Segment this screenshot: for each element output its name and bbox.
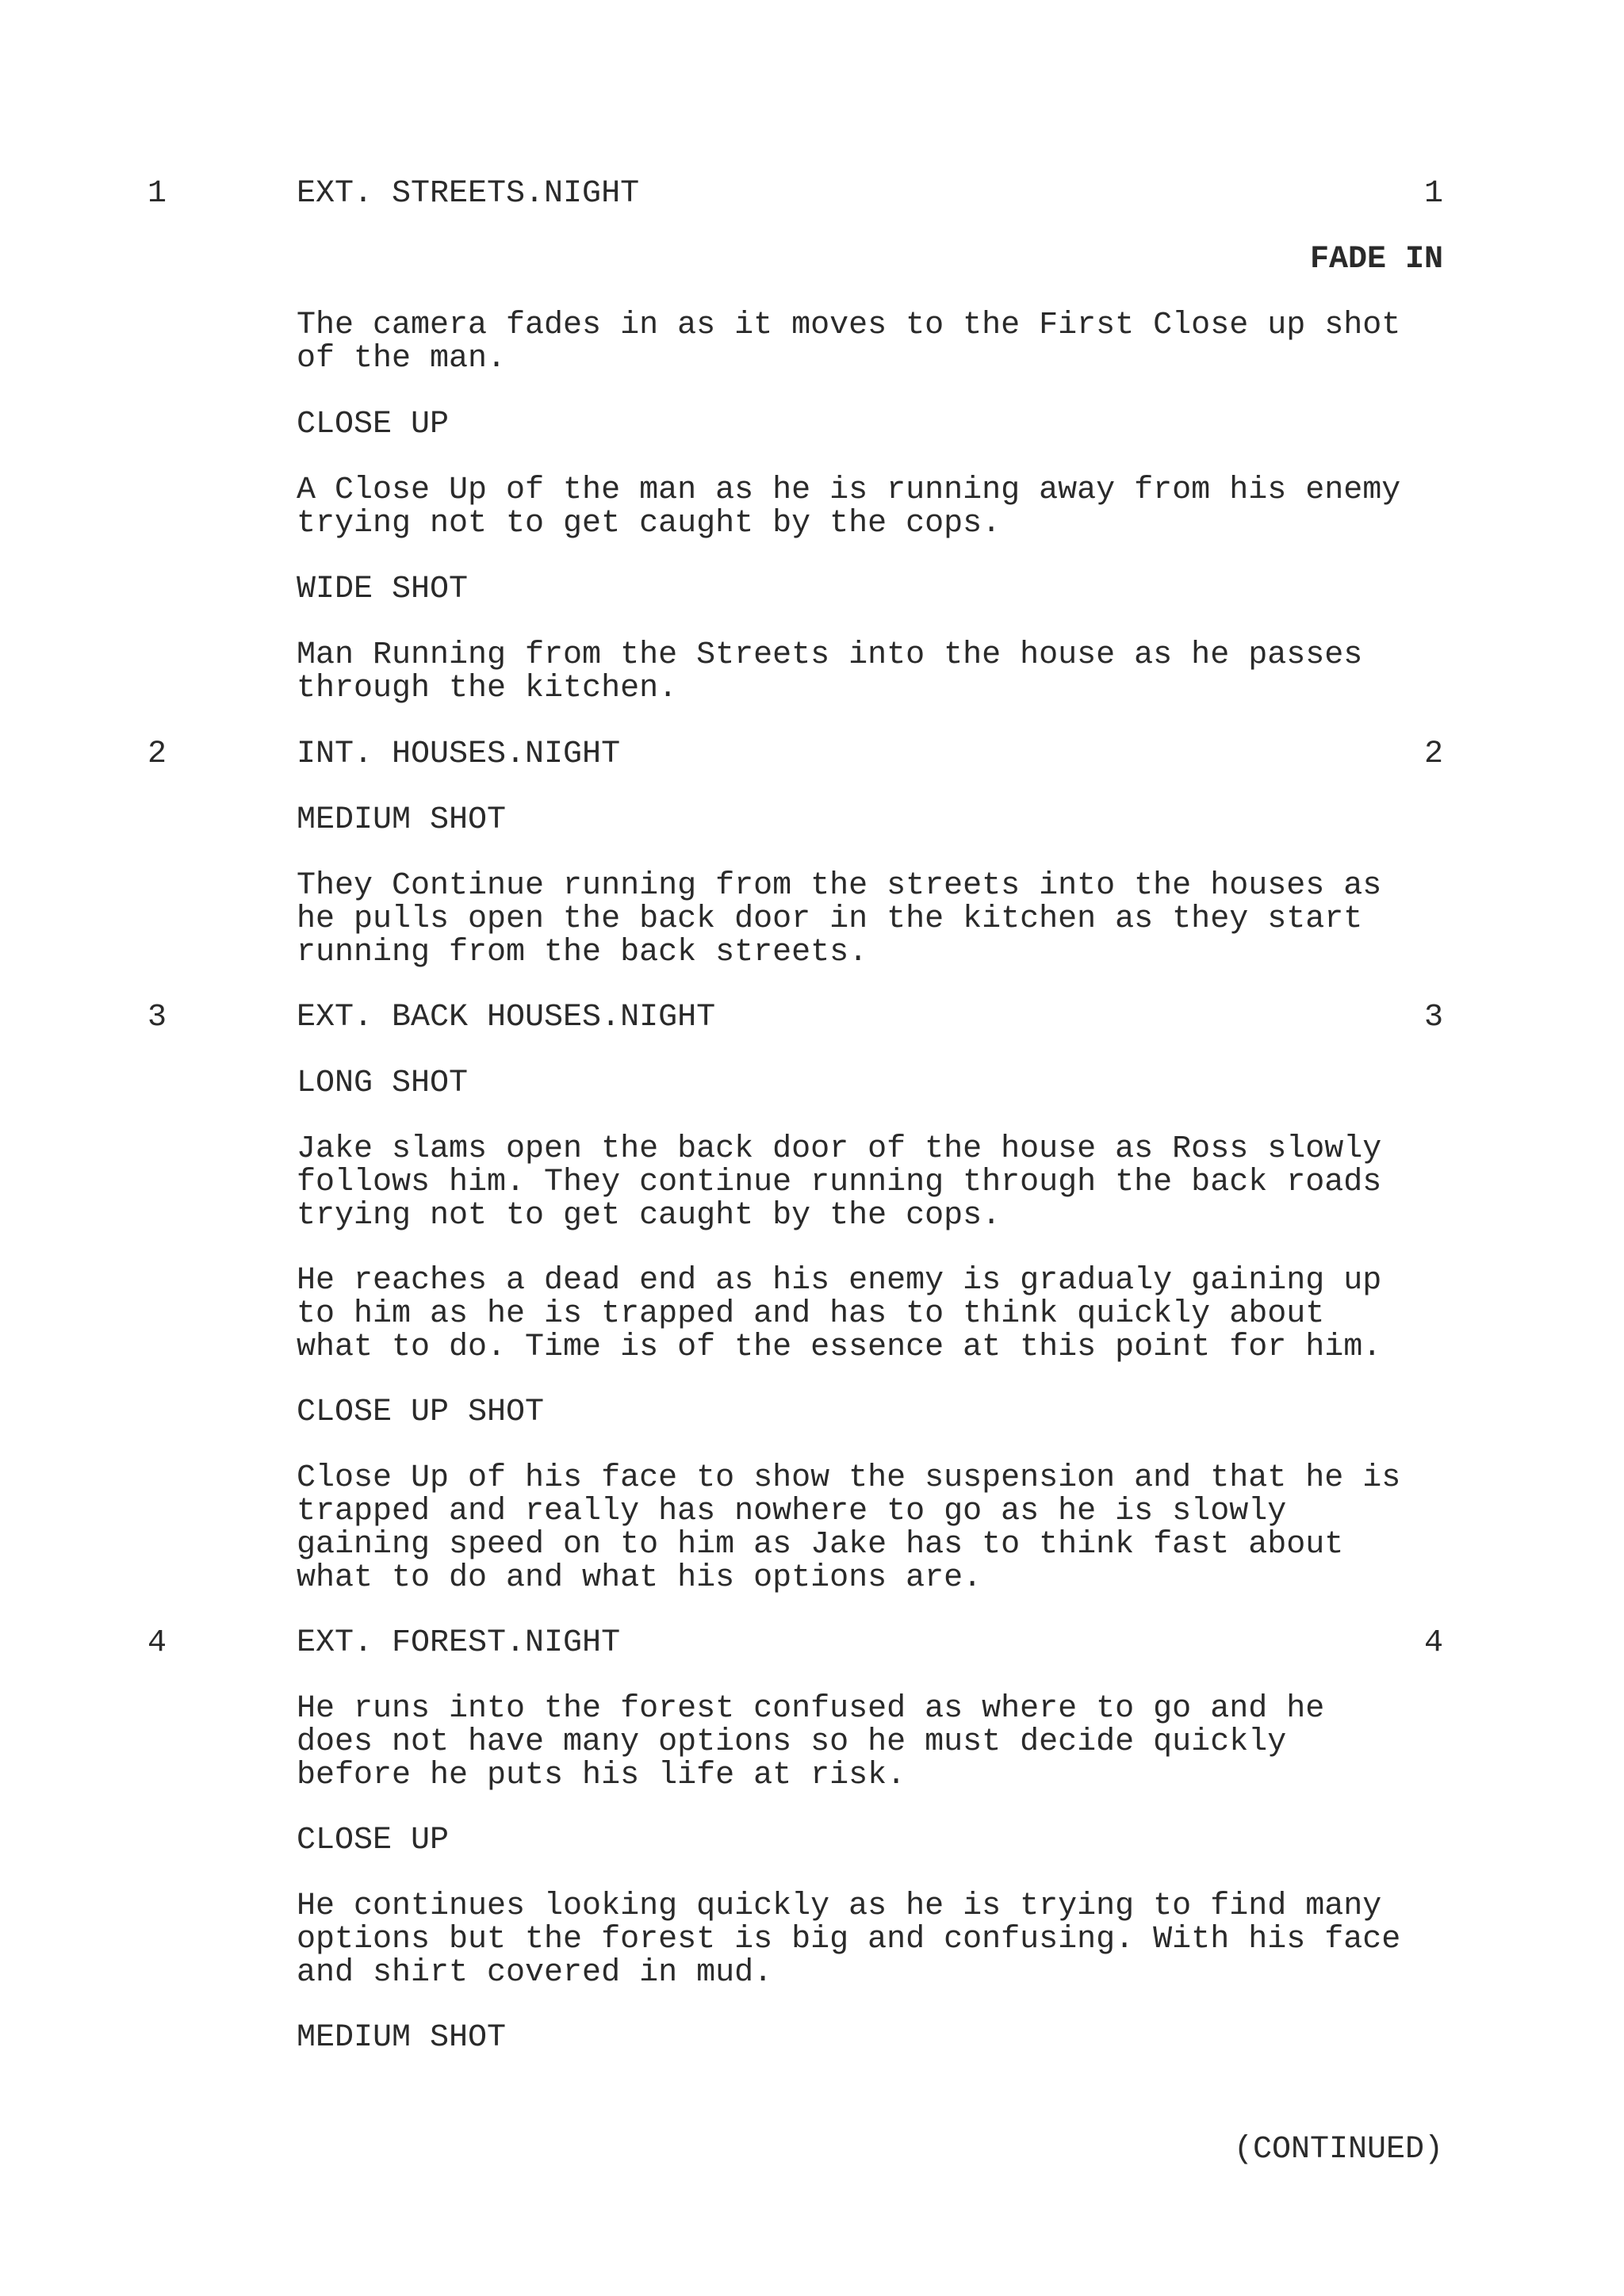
scene-number-right: 4 — [1423, 1625, 1443, 1661]
action-line: trapped and really has nowhere to go as he is slowly — [297, 1494, 1287, 1529]
action-line: through the kitchen. — [297, 671, 678, 706]
shot-label: CLOSE UP SHOT — [297, 1395, 545, 1430]
scene-number-right: 1 — [1423, 176, 1443, 212]
shot-label: LONG SHOT — [297, 1066, 469, 1101]
action-line: Close Up of his face to show the suspension and that he is — [297, 1460, 1401, 1496]
scene-number-left: 4 — [147, 1625, 167, 1661]
action-line: to him as he is trapped and has to think quickly about — [297, 1296, 1325, 1332]
scene-number-right: 3 — [1423, 1000, 1443, 1035]
action-line: He continues looking quickly as he is trying to find many — [297, 1888, 1382, 1924]
action-line: A Close Up of the man as he is running away from his enemy — [297, 473, 1401, 508]
action-block — [297, 1462, 1454, 1595]
action-line: He reaches a dead end as his enemy is gradualy gaining up — [297, 1263, 1382, 1299]
scene-number-left: 1 — [147, 176, 167, 212]
action-line: gaining speed on to him as Jake has to think fast about — [297, 1527, 1344, 1563]
action-line: Jake slams open the back door of the house as Ross slowly — [297, 1131, 1382, 1167]
action-block — [297, 639, 1454, 706]
action-line: He runs into the forest confused as where to go and he — [297, 1691, 1325, 1727]
action-block — [297, 1133, 1454, 1233]
scene-heading: EXT. STREETS.NIGHT — [297, 176, 640, 212]
action-block — [297, 309, 1454, 376]
action-block — [297, 1693, 1454, 1793]
action-line: and shirt covered in mud. — [297, 1955, 773, 1991]
action-line: before he puts his life at risk. — [297, 1758, 906, 1793]
scene-heading: EXT. FOREST.NIGHT — [297, 1625, 621, 1661]
action-block — [297, 1265, 1454, 1364]
scene-number-left: 3 — [147, 1000, 167, 1035]
shot-label: CLOSE UP — [297, 407, 450, 442]
scene-heading: INT. HOUSES.NIGHT — [297, 737, 621, 772]
scene-number-left: 2 — [147, 737, 167, 772]
action-line: of the man. — [297, 341, 507, 377]
action-line: what to do and what his options are. — [297, 1560, 982, 1596]
action-line: follows him. They continue running through the back roads — [297, 1165, 1382, 1200]
action-line: options but the forest is big and confusing. With his face — [297, 1922, 1401, 1957]
action-block — [297, 474, 1454, 541]
action-line: trying not to get caught by the cops. — [297, 1198, 1002, 1234]
shot-label: MEDIUM SHOT — [297, 802, 507, 838]
scene-number-right: 2 — [1423, 737, 1443, 772]
scene-heading: EXT. BACK HOUSES.NIGHT — [297, 1000, 716, 1035]
action-line: trying not to get caught by the cops. — [297, 506, 1002, 541]
shot-label: MEDIUM SHOT — [297, 2020, 507, 2056]
action-line: does not have many options so he must decide quickly — [297, 1724, 1287, 1760]
continued-label: (CONTINUED) — [1233, 2132, 1443, 2168]
action-line: he pulls open the back door in the kitchen as they start — [297, 901, 1363, 937]
shot-label: CLOSE UP — [297, 1823, 450, 1858]
transition-fade-in: FADE IN — [1309, 242, 1443, 277]
action-line: what to do. Time is of the essence at this point for him. — [297, 1330, 1382, 1365]
action-line: Man Running from the Streets into the house as he passes — [297, 637, 1363, 673]
action-line: running from the back streets. — [297, 935, 868, 970]
action-block — [297, 1890, 1454, 1990]
action-line: They Continue running from the streets into the houses as — [297, 868, 1382, 904]
action-line: The camera fades in as it moves to the First Close up shot — [297, 308, 1401, 343]
action-block — [297, 870, 1454, 970]
shot-label: WIDE SHOT — [297, 572, 469, 607]
